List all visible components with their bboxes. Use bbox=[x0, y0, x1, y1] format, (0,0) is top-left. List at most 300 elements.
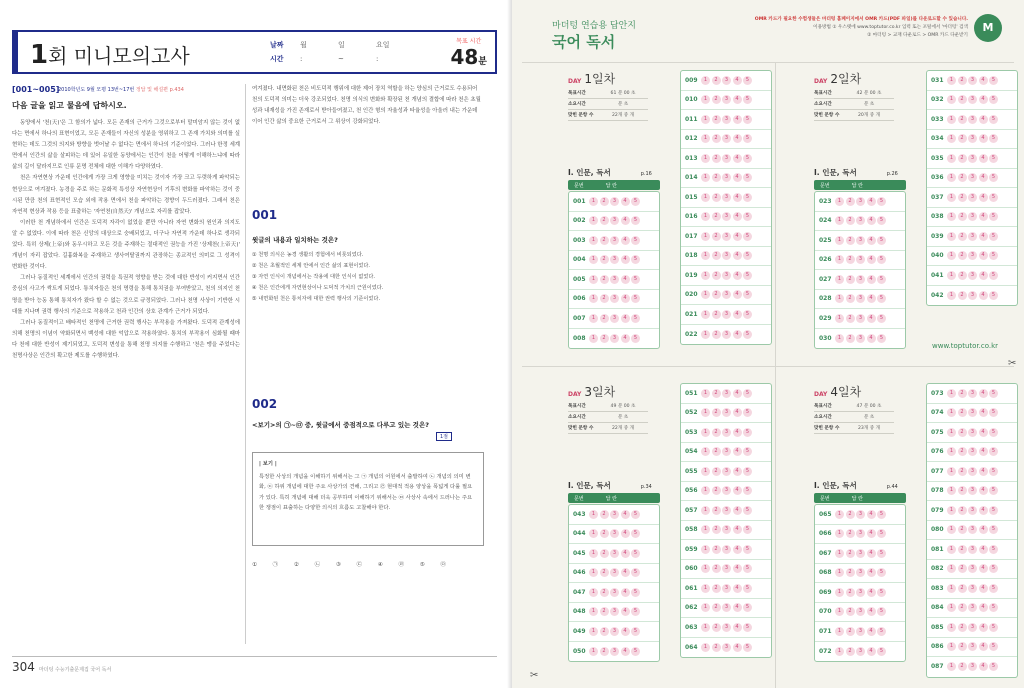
answer-bubble[interactable]: 3 bbox=[968, 76, 977, 85]
answer-bubble[interactable]: 2 bbox=[712, 330, 721, 339]
choices-002[interactable]: ① ㉠ ② ㉡ ③ ㉢ ④ ㉣ ⑤ ㉤ bbox=[252, 562, 446, 568]
answer-bubble[interactable]: 3 bbox=[722, 623, 731, 632]
answer-bubble[interactable]: 4 bbox=[733, 623, 742, 632]
answer-bubble[interactable]: 2 bbox=[712, 428, 721, 437]
answer-bubble[interactable]: 5 bbox=[743, 193, 752, 202]
answer-bubble[interactable]: 4 bbox=[733, 506, 742, 515]
answer-bubble[interactable]: 2 bbox=[958, 447, 967, 456]
answer-bubble[interactable]: 1 bbox=[701, 212, 710, 221]
answer-bubble[interactable]: 4 bbox=[621, 510, 630, 519]
answer-bubble[interactable]: 4 bbox=[867, 647, 876, 656]
answer-bubble[interactable]: 4 bbox=[621, 549, 630, 558]
answer-bubble[interactable]: 4 bbox=[621, 529, 630, 538]
answer-bubble[interactable]: 4 bbox=[621, 216, 630, 225]
answer-bubble[interactable]: 4 bbox=[733, 525, 742, 534]
answer-bubble[interactable]: 4 bbox=[979, 212, 988, 221]
answer-bubble[interactable]: 4 bbox=[733, 310, 742, 319]
answer-bubble[interactable]: 1 bbox=[589, 216, 598, 225]
answer-bubble[interactable]: 1 bbox=[835, 627, 844, 636]
answer-bubble[interactable]: 2 bbox=[712, 290, 721, 299]
answer-bubble[interactable]: 3 bbox=[968, 408, 977, 417]
answer-bubble[interactable]: 5 bbox=[989, 545, 998, 554]
answer-bubble[interactable]: 2 bbox=[958, 408, 967, 417]
answer-bubble[interactable]: 4 bbox=[733, 467, 742, 476]
answer-bubble[interactable]: 3 bbox=[722, 643, 731, 652]
answer-bubble[interactable]: 3 bbox=[968, 251, 977, 260]
answer-bubble[interactable]: 2 bbox=[958, 154, 967, 163]
answer-bubble[interactable]: 3 bbox=[722, 154, 731, 163]
answer-bubble[interactable]: 1 bbox=[835, 255, 844, 264]
answer-bubble[interactable]: 2 bbox=[712, 643, 721, 652]
answer-bubble[interactable]: 5 bbox=[631, 549, 640, 558]
answer-bubble[interactable]: 3 bbox=[722, 76, 731, 85]
answer-bubble[interactable]: 3 bbox=[856, 607, 865, 616]
answer-bubble[interactable]: 1 bbox=[701, 271, 710, 280]
answer-bubble[interactable]: 5 bbox=[989, 389, 998, 398]
answer-bubble[interactable]: 5 bbox=[989, 467, 998, 476]
answer-bubble[interactable]: 3 bbox=[968, 603, 977, 612]
answer-bubble[interactable]: 4 bbox=[979, 193, 988, 202]
answer-bubble[interactable]: 4 bbox=[979, 623, 988, 632]
answer-bubble[interactable]: 3 bbox=[722, 584, 731, 593]
answer-bubble[interactable]: 3 bbox=[968, 154, 977, 163]
option[interactable]: ① 천명 의식은 농경 생활의 경험에서 비롯되었다. bbox=[252, 252, 364, 258]
answer-bubble[interactable]: 3 bbox=[968, 232, 977, 241]
answer-bubble[interactable]: 2 bbox=[958, 271, 967, 280]
answer-bubble[interactable]: 1 bbox=[701, 173, 710, 182]
answer-bubble[interactable]: 4 bbox=[867, 588, 876, 597]
answer-bubble[interactable]: 5 bbox=[743, 76, 752, 85]
answer-bubble[interactable]: 3 bbox=[722, 310, 731, 319]
answer-bubble[interactable]: 3 bbox=[968, 506, 977, 515]
answer-bubble[interactable]: 2 bbox=[846, 568, 855, 577]
answer-bubble[interactable]: 1 bbox=[589, 549, 598, 558]
answer-bubble[interactable]: 2 bbox=[958, 603, 967, 612]
answer-bubble[interactable]: 2 bbox=[712, 95, 721, 104]
answer-bubble[interactable]: 1 bbox=[947, 623, 956, 632]
answer-bubble[interactable]: 5 bbox=[743, 310, 752, 319]
answer-bubble[interactable]: 2 bbox=[600, 529, 609, 538]
answer-bubble[interactable]: 5 bbox=[743, 603, 752, 612]
answer-bubble[interactable]: 1 bbox=[947, 76, 956, 85]
answer-bubble[interactable]: 5 bbox=[743, 330, 752, 339]
answer-bubble[interactable]: 2 bbox=[712, 310, 721, 319]
answer-bubble[interactable]: 2 bbox=[600, 549, 609, 558]
answer-bubble[interactable]: 4 bbox=[979, 95, 988, 104]
answer-bubble[interactable]: 4 bbox=[979, 291, 988, 300]
answer-bubble[interactable]: 4 bbox=[733, 271, 742, 280]
answer-bubble[interactable]: 5 bbox=[989, 154, 998, 163]
answer-bubble[interactable]: 5 bbox=[631, 568, 640, 577]
answer-bubble[interactable]: 5 bbox=[877, 588, 886, 597]
answer-bubble[interactable]: 3 bbox=[856, 529, 865, 538]
answer-bubble[interactable]: 5 bbox=[877, 549, 886, 558]
answer-bubble[interactable]: 4 bbox=[621, 647, 630, 656]
answer-bubble[interactable]: 3 bbox=[722, 486, 731, 495]
answer-bubble[interactable]: 2 bbox=[712, 486, 721, 495]
answer-bubble[interactable]: 1 bbox=[947, 447, 956, 456]
answer-bubble[interactable]: 3 bbox=[968, 662, 977, 671]
answer-bubble[interactable]: 3 bbox=[722, 134, 731, 143]
answer-bubble[interactable]: 1 bbox=[589, 529, 598, 538]
answer-bubble[interactable]: 2 bbox=[712, 154, 721, 163]
answer-bubble[interactable]: 1 bbox=[835, 510, 844, 519]
answer-bubble[interactable]: 2 bbox=[958, 584, 967, 593]
answer-bubble[interactable]: 4 bbox=[733, 173, 742, 182]
answer-bubble[interactable]: 2 bbox=[712, 271, 721, 280]
site-url[interactable]: www.toptutor.co.kr bbox=[932, 342, 999, 350]
answer-bubble[interactable]: 5 bbox=[631, 588, 640, 597]
answer-bubble[interactable]: 5 bbox=[877, 294, 886, 303]
answer-bubble[interactable]: 3 bbox=[722, 271, 731, 280]
answer-bubble[interactable]: 5 bbox=[989, 115, 998, 124]
answer-bubble[interactable]: 5 bbox=[631, 294, 640, 303]
answer-bubble[interactable]: 5 bbox=[877, 275, 886, 284]
answer-bubble[interactable]: 5 bbox=[989, 193, 998, 202]
answer-bubble[interactable]: 2 bbox=[712, 193, 721, 202]
answer-bubble[interactable]: 5 bbox=[743, 251, 752, 260]
answer-bubble[interactable]: 3 bbox=[722, 467, 731, 476]
answer-bubble[interactable]: 4 bbox=[867, 275, 876, 284]
answer-bubble[interactable]: 4 bbox=[867, 549, 876, 558]
answer-bubble[interactable]: 5 bbox=[989, 134, 998, 143]
answer-bubble[interactable]: 2 bbox=[846, 314, 855, 323]
answer-bubble[interactable]: 1 bbox=[589, 294, 598, 303]
answer-bubble[interactable]: 2 bbox=[846, 627, 855, 636]
answer-bubble[interactable]: 5 bbox=[631, 647, 640, 656]
answer-bubble[interactable]: 1 bbox=[701, 95, 710, 104]
answer-bubble[interactable]: 2 bbox=[600, 275, 609, 284]
answer-bubble[interactable]: 1 bbox=[947, 428, 956, 437]
answer-bubble[interactable]: 5 bbox=[989, 506, 998, 515]
answer-bubble[interactable]: 1 bbox=[947, 251, 956, 260]
answer-bubble[interactable]: 5 bbox=[631, 255, 640, 264]
answer-bubble[interactable]: 2 bbox=[600, 607, 609, 616]
answer-bubble[interactable]: 1 bbox=[947, 545, 956, 554]
answer-bubble[interactable]: 5 bbox=[877, 236, 886, 245]
answer-bubble[interactable]: 2 bbox=[958, 173, 967, 182]
answer-bubble[interactable]: 1 bbox=[835, 529, 844, 538]
answer-bubble[interactable]: 3 bbox=[722, 251, 731, 260]
answer-bubble[interactable]: 1 bbox=[589, 197, 598, 206]
answer-bubble[interactable]: 2 bbox=[712, 564, 721, 573]
answer-bubble[interactable]: 2 bbox=[846, 588, 855, 597]
answer-bubble[interactable]: 3 bbox=[610, 216, 619, 225]
answer-bubble[interactable]: 3 bbox=[968, 193, 977, 202]
answer-bubble[interactable]: 2 bbox=[958, 232, 967, 241]
answer-bubble[interactable]: 5 bbox=[989, 564, 998, 573]
answer-bubble[interactable]: 4 bbox=[867, 294, 876, 303]
answer-bubble[interactable]: 3 bbox=[968, 584, 977, 593]
answer-bubble[interactable]: 2 bbox=[958, 642, 967, 651]
answer-bubble[interactable]: 5 bbox=[989, 428, 998, 437]
answer-bubble[interactable]: 4 bbox=[733, 134, 742, 143]
answer-bubble[interactable]: 1 bbox=[947, 154, 956, 163]
answer-bubble[interactable]: 1 bbox=[701, 310, 710, 319]
answer-bubble[interactable]: 3 bbox=[968, 291, 977, 300]
answer-bubble[interactable]: 5 bbox=[631, 627, 640, 636]
answer-bubble[interactable]: 5 bbox=[877, 529, 886, 538]
answer-bubble[interactable]: 2 bbox=[712, 447, 721, 456]
answer-bubble[interactable]: 4 bbox=[733, 584, 742, 593]
answer-bubble[interactable]: 5 bbox=[631, 314, 640, 323]
answer-bubble[interactable]: 3 bbox=[722, 506, 731, 515]
answer-bubble[interactable]: 2 bbox=[846, 607, 855, 616]
answer-bubble[interactable]: 1 bbox=[947, 173, 956, 182]
answer-bubble[interactable]: 2 bbox=[712, 232, 721, 241]
answer-bubble[interactable]: 3 bbox=[968, 134, 977, 143]
answer-bubble[interactable]: 1 bbox=[701, 467, 710, 476]
answer-bubble[interactable]: 5 bbox=[989, 486, 998, 495]
answer-bubble[interactable]: 3 bbox=[722, 408, 731, 417]
answer-bubble[interactable]: 3 bbox=[722, 232, 731, 241]
option[interactable]: ⑤ 내면화된 천은 통치자에 대한 권력 행사의 기준이었다. bbox=[252, 296, 381, 302]
answer-bubble[interactable]: 4 bbox=[979, 134, 988, 143]
answer-bubble[interactable]: 3 bbox=[968, 564, 977, 573]
answer-bubble[interactable]: 3 bbox=[856, 216, 865, 225]
answer-bubble[interactable]: 4 bbox=[979, 271, 988, 280]
answer-bubble[interactable]: 3 bbox=[856, 236, 865, 245]
answer-bubble[interactable]: 4 bbox=[979, 642, 988, 651]
answer-bubble[interactable]: 1 bbox=[701, 545, 710, 554]
answer-bubble[interactable]: 3 bbox=[968, 486, 977, 495]
answer-bubble[interactable]: 5 bbox=[989, 447, 998, 456]
answer-bubble[interactable]: 1 bbox=[835, 294, 844, 303]
answer-bubble[interactable]: 1 bbox=[701, 447, 710, 456]
answer-bubble[interactable]: 1 bbox=[701, 134, 710, 143]
answer-bubble[interactable]: 2 bbox=[712, 212, 721, 221]
answer-bubble[interactable]: 5 bbox=[743, 95, 752, 104]
answer-bubble[interactable]: 5 bbox=[743, 623, 752, 632]
answer-bubble[interactable]: 3 bbox=[856, 627, 865, 636]
answer-bubble[interactable]: 5 bbox=[989, 623, 998, 632]
answer-bubble[interactable]: 1 bbox=[947, 642, 956, 651]
answer-bubble[interactable]: 3 bbox=[856, 294, 865, 303]
answer-bubble[interactable]: 2 bbox=[958, 564, 967, 573]
answer-bubble[interactable]: 3 bbox=[968, 447, 977, 456]
answer-bubble[interactable]: 4 bbox=[867, 197, 876, 206]
answer-bubble[interactable]: 3 bbox=[722, 389, 731, 398]
answer-bubble[interactable]: 4 bbox=[621, 255, 630, 264]
answer-bubble[interactable]: 4 bbox=[867, 334, 876, 343]
answer-bubble[interactable]: 1 bbox=[589, 627, 598, 636]
answer-bubble[interactable]: 2 bbox=[712, 506, 721, 515]
answer-bubble[interactable]: 5 bbox=[877, 568, 886, 577]
answer-bubble[interactable]: 4 bbox=[621, 314, 630, 323]
answer-bubble[interactable]: 2 bbox=[712, 389, 721, 398]
answer-bubble[interactable]: 4 bbox=[979, 173, 988, 182]
answer-bubble[interactable]: 2 bbox=[846, 529, 855, 538]
answer-bubble[interactable]: 4 bbox=[867, 568, 876, 577]
answer-bubble[interactable]: 5 bbox=[877, 197, 886, 206]
answer-bubble[interactable]: 1 bbox=[835, 607, 844, 616]
answer-bubble[interactable]: 4 bbox=[867, 529, 876, 538]
answer-bubble[interactable]: 4 bbox=[867, 216, 876, 225]
answer-bubble[interactable]: 2 bbox=[958, 251, 967, 260]
answer-bubble[interactable]: 2 bbox=[958, 212, 967, 221]
answer-bubble[interactable]: 3 bbox=[610, 588, 619, 597]
answer-bubble[interactable]: 2 bbox=[846, 197, 855, 206]
answer-bubble[interactable]: 3 bbox=[610, 197, 619, 206]
answer-bubble[interactable]: 3 bbox=[722, 525, 731, 534]
answer-bubble[interactable]: 2 bbox=[712, 467, 721, 476]
answer-bubble[interactable]: 1 bbox=[947, 232, 956, 241]
answer-bubble[interactable]: 1 bbox=[947, 506, 956, 515]
option[interactable]: ③ 자연 인식이 개념에서는 작용에 대한 인식이 없었다. bbox=[252, 274, 376, 280]
answer-bubble[interactable]: 4 bbox=[979, 545, 988, 554]
answer-bubble[interactable]: 2 bbox=[958, 428, 967, 437]
answer-bubble[interactable]: 2 bbox=[600, 197, 609, 206]
answer-bubble[interactable]: 5 bbox=[989, 76, 998, 85]
answer-bubble[interactable]: 1 bbox=[835, 197, 844, 206]
answer-bubble[interactable]: 2 bbox=[600, 216, 609, 225]
answer-bubble[interactable]: 1 bbox=[947, 408, 956, 417]
answer-bubble[interactable]: 5 bbox=[631, 275, 640, 284]
answer-bubble[interactable]: 5 bbox=[877, 627, 886, 636]
answer-bubble[interactable]: 5 bbox=[743, 232, 752, 241]
answer-bubble[interactable]: 3 bbox=[722, 603, 731, 612]
answer-bubble[interactable]: 2 bbox=[600, 510, 609, 519]
answer-bubble[interactable]: 3 bbox=[856, 255, 865, 264]
answer-bubble[interactable]: 3 bbox=[610, 607, 619, 616]
answer-bubble[interactable]: 1 bbox=[835, 647, 844, 656]
answer-bubble[interactable]: 5 bbox=[631, 607, 640, 616]
answer-bubble[interactable]: 2 bbox=[958, 291, 967, 300]
answer-bubble[interactable]: 1 bbox=[701, 564, 710, 573]
answer-bubble[interactable]: 5 bbox=[631, 529, 640, 538]
answer-bubble[interactable]: 4 bbox=[979, 486, 988, 495]
answer-bubble[interactable]: 5 bbox=[989, 271, 998, 280]
answer-bubble[interactable]: 5 bbox=[989, 408, 998, 417]
answer-bubble[interactable]: 2 bbox=[846, 275, 855, 284]
answer-bubble[interactable]: 5 bbox=[743, 428, 752, 437]
answer-bubble[interactable]: 4 bbox=[621, 588, 630, 597]
answer-bubble[interactable]: 5 bbox=[989, 232, 998, 241]
answer-bubble[interactable]: 3 bbox=[968, 115, 977, 124]
answer-bubble[interactable]: 3 bbox=[968, 525, 977, 534]
answer-bubble[interactable]: 1 bbox=[701, 193, 710, 202]
answer-bubble[interactable]: 3 bbox=[610, 647, 619, 656]
answer-bubble[interactable]: 5 bbox=[631, 334, 640, 343]
answer-bubble[interactable]: 2 bbox=[600, 647, 609, 656]
answer-bubble[interactable]: 5 bbox=[877, 314, 886, 323]
answer-bubble[interactable]: 2 bbox=[958, 389, 967, 398]
answer-bubble[interactable]: 2 bbox=[600, 334, 609, 343]
answer-bubble[interactable]: 5 bbox=[743, 271, 752, 280]
answer-bubble[interactable]: 1 bbox=[947, 212, 956, 221]
answer-bubble[interactable]: 1 bbox=[589, 647, 598, 656]
answer-bubble[interactable]: 1 bbox=[701, 603, 710, 612]
answer-bubble[interactable]: 2 bbox=[846, 510, 855, 519]
answer-bubble[interactable]: 4 bbox=[733, 193, 742, 202]
answer-bubble[interactable]: 3 bbox=[610, 568, 619, 577]
answer-bubble[interactable]: 2 bbox=[958, 95, 967, 104]
answer-bubble[interactable]: 1 bbox=[589, 255, 598, 264]
answer-bubble[interactable]: 2 bbox=[958, 115, 967, 124]
answer-bubble[interactable]: 3 bbox=[610, 236, 619, 245]
answer-bubble[interactable]: 4 bbox=[733, 603, 742, 612]
answer-bubble[interactable]: 2 bbox=[600, 588, 609, 597]
answer-bubble[interactable]: 1 bbox=[701, 330, 710, 339]
answer-bubble[interactable]: 4 bbox=[979, 525, 988, 534]
answer-bubble[interactable]: 2 bbox=[600, 314, 609, 323]
answer-bubble[interactable]: 5 bbox=[631, 216, 640, 225]
answer-bubble[interactable]: 5 bbox=[877, 334, 886, 343]
answer-bubble[interactable]: 1 bbox=[701, 408, 710, 417]
answer-bubble[interactable]: 3 bbox=[722, 173, 731, 182]
answer-bubble[interactable]: 4 bbox=[733, 154, 742, 163]
answer-bubble[interactable]: 4 bbox=[621, 197, 630, 206]
answer-bubble[interactable]: 2 bbox=[712, 525, 721, 534]
answer-bubble[interactable]: 1 bbox=[947, 564, 956, 573]
answer-bubble[interactable]: 4 bbox=[621, 568, 630, 577]
answer-bubble[interactable]: 3 bbox=[968, 642, 977, 651]
answer-bubble[interactable]: 5 bbox=[989, 584, 998, 593]
answer-bubble[interactable]: 5 bbox=[877, 216, 886, 225]
answer-bubble[interactable]: 3 bbox=[722, 564, 731, 573]
answer-bubble[interactable]: 4 bbox=[979, 76, 988, 85]
answer-bubble[interactable]: 3 bbox=[856, 588, 865, 597]
answer-bubble[interactable]: 3 bbox=[968, 173, 977, 182]
answer-bubble[interactable]: 2 bbox=[846, 294, 855, 303]
answer-bubble[interactable]: 4 bbox=[733, 545, 742, 554]
answer-bubble[interactable]: 4 bbox=[979, 232, 988, 241]
answer-bubble[interactable]: 4 bbox=[979, 506, 988, 515]
answer-bubble[interactable]: 2 bbox=[712, 408, 721, 417]
answer-bubble[interactable]: 3 bbox=[610, 627, 619, 636]
answer-bubble[interactable]: 5 bbox=[743, 525, 752, 534]
answer-bubble[interactable]: 1 bbox=[701, 115, 710, 124]
answer-bubble[interactable]: 4 bbox=[621, 275, 630, 284]
answer-bubble[interactable]: 5 bbox=[743, 545, 752, 554]
answer-bubble[interactable]: 5 bbox=[743, 564, 752, 573]
answer-bubble[interactable]: 4 bbox=[979, 428, 988, 437]
answer-bubble[interactable]: 1 bbox=[835, 568, 844, 577]
answer-bubble[interactable]: 4 bbox=[733, 115, 742, 124]
answer-bubble[interactable]: 3 bbox=[722, 545, 731, 554]
answer-bubble[interactable]: 2 bbox=[958, 525, 967, 534]
answer-bubble[interactable]: 1 bbox=[835, 314, 844, 323]
answer-bubble[interactable]: 4 bbox=[979, 584, 988, 593]
answer-bubble[interactable]: 2 bbox=[846, 255, 855, 264]
answer-bubble[interactable]: 3 bbox=[968, 428, 977, 437]
answer-bubble[interactable]: 1 bbox=[701, 389, 710, 398]
answer-bubble[interactable]: 5 bbox=[989, 525, 998, 534]
answer-bubble[interactable]: 2 bbox=[958, 506, 967, 515]
answer-bubble[interactable]: 5 bbox=[743, 134, 752, 143]
answer-bubble[interactable]: 3 bbox=[610, 529, 619, 538]
answer-bubble[interactable]: 1 bbox=[947, 389, 956, 398]
answer-bubble[interactable]: 5 bbox=[989, 95, 998, 104]
answer-bubble[interactable]: 2 bbox=[846, 647, 855, 656]
answer-bubble[interactable]: 3 bbox=[968, 95, 977, 104]
answer-bubble[interactable]: 1 bbox=[701, 428, 710, 437]
answer-bubble[interactable]: 1 bbox=[947, 193, 956, 202]
answer-bubble[interactable]: 4 bbox=[733, 95, 742, 104]
answer-bubble[interactable]: 5 bbox=[743, 173, 752, 182]
answer-bubble[interactable]: 4 bbox=[979, 251, 988, 260]
answer-bubble[interactable]: 2 bbox=[712, 115, 721, 124]
answer-bubble[interactable]: 5 bbox=[743, 389, 752, 398]
answer-bubble[interactable]: 4 bbox=[733, 290, 742, 299]
answer-bubble[interactable]: 4 bbox=[733, 389, 742, 398]
answer-bubble[interactable]: 1 bbox=[701, 251, 710, 260]
answer-bubble[interactable]: 5 bbox=[989, 642, 998, 651]
answer-bubble[interactable]: 2 bbox=[958, 467, 967, 476]
answer-bubble[interactable]: 1 bbox=[835, 549, 844, 558]
answer-bubble[interactable]: 5 bbox=[743, 584, 752, 593]
answer-bubble[interactable]: 5 bbox=[631, 197, 640, 206]
